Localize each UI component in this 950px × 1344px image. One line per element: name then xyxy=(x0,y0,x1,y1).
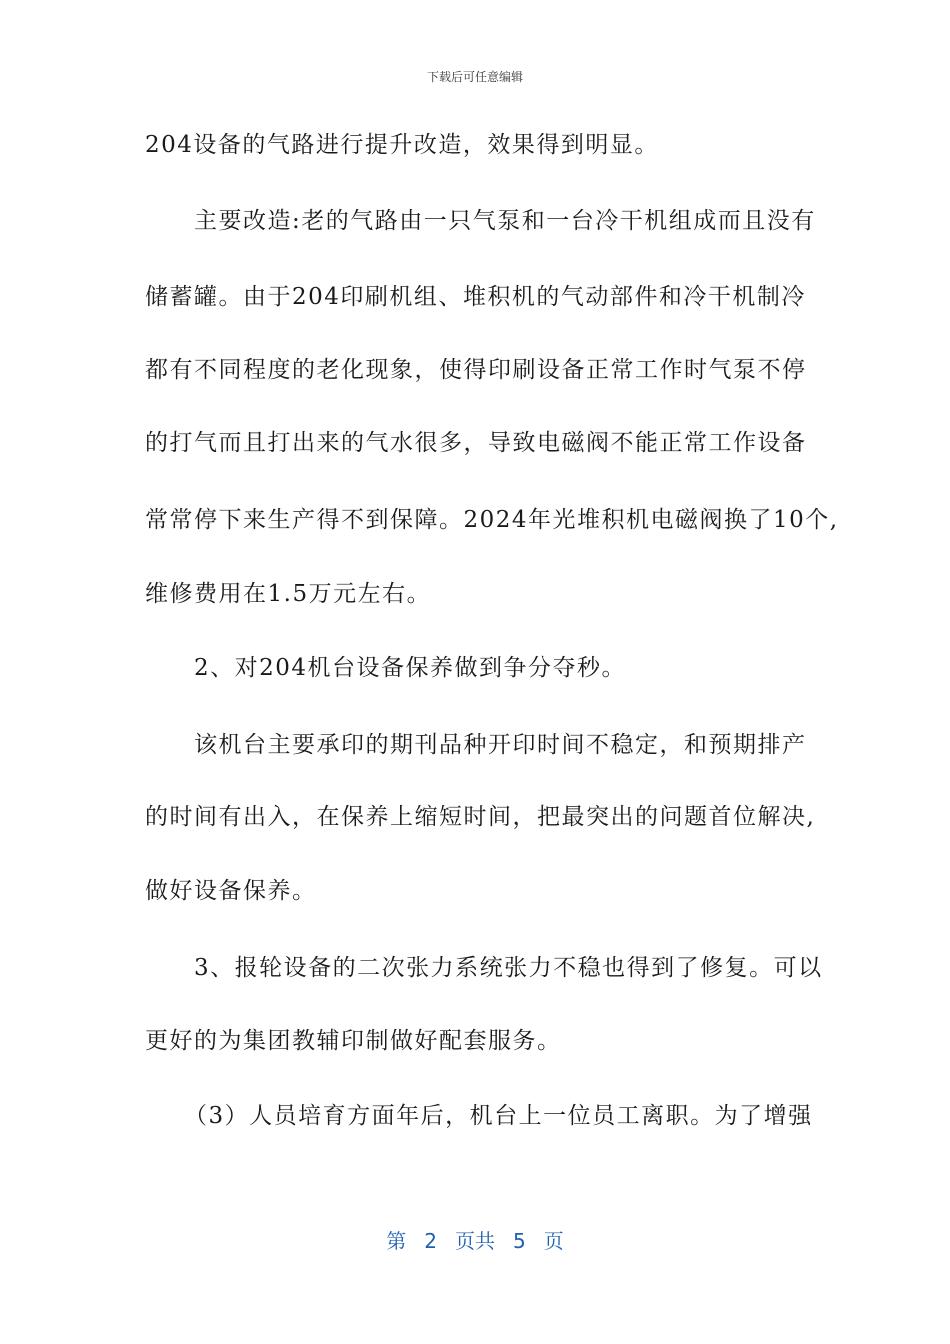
body-line-14: （3）人员培育方面年后，机台上一位员工离职。为了增强 xyxy=(184,1103,813,1129)
body-line-12: 3、报轮设备的二次张力系统张力不稳也得到了修复。可以 xyxy=(194,955,823,981)
footer-prefix: 第 xyxy=(386,1229,407,1253)
body-line-7: 维修费用在1.5万元左右。 xyxy=(145,581,432,607)
body-line-13: 更好的为集团教辅印制做好配套服务。 xyxy=(145,1028,562,1054)
footer-middle: 页共 xyxy=(455,1229,495,1253)
page-header-note: 下载后可任意编辑 xyxy=(426,70,523,84)
body-line-9: 该机台主要承印的期刊品种开印时间不稳定，和预期排产 xyxy=(194,732,807,758)
body-line-2: 主要改造:老的气路由一只气泵和一台冷干机组成而且没有 xyxy=(194,208,816,234)
body-line-6: 常常停下来生产得不到保障。2024年光堆积机电磁阀换了10个, xyxy=(145,507,839,533)
body-line-5: 的打气而且打出来的气水很多，导致电磁阀不能正常工作设备 xyxy=(145,430,807,456)
body-line-3: 储蓄罐。由于204印刷机组、堆积机的气动部件和冷干机制冷 xyxy=(145,284,806,310)
body-line-1: 204设备的气路进行提升改造，效果得到明显。 xyxy=(145,132,659,158)
page-footer xyxy=(0,1225,950,1254)
body-line-10: 的时间有出入，在保养上缩短时间，把最突出的问题首位解决, xyxy=(145,804,816,830)
body-line-8: 2、对204机台设备保养做到争分夺秒。 xyxy=(194,655,627,681)
body-line-4: 都有不同程度的老化现象，使得印刷设备正常工作时气泵不停 xyxy=(145,357,807,383)
body-line-11: 做好设备保养。 xyxy=(145,878,317,904)
footer-current-page: 2 xyxy=(424,1229,437,1253)
footer-total-pages: 5 xyxy=(513,1229,526,1253)
footer-suffix: 页 xyxy=(543,1229,564,1253)
